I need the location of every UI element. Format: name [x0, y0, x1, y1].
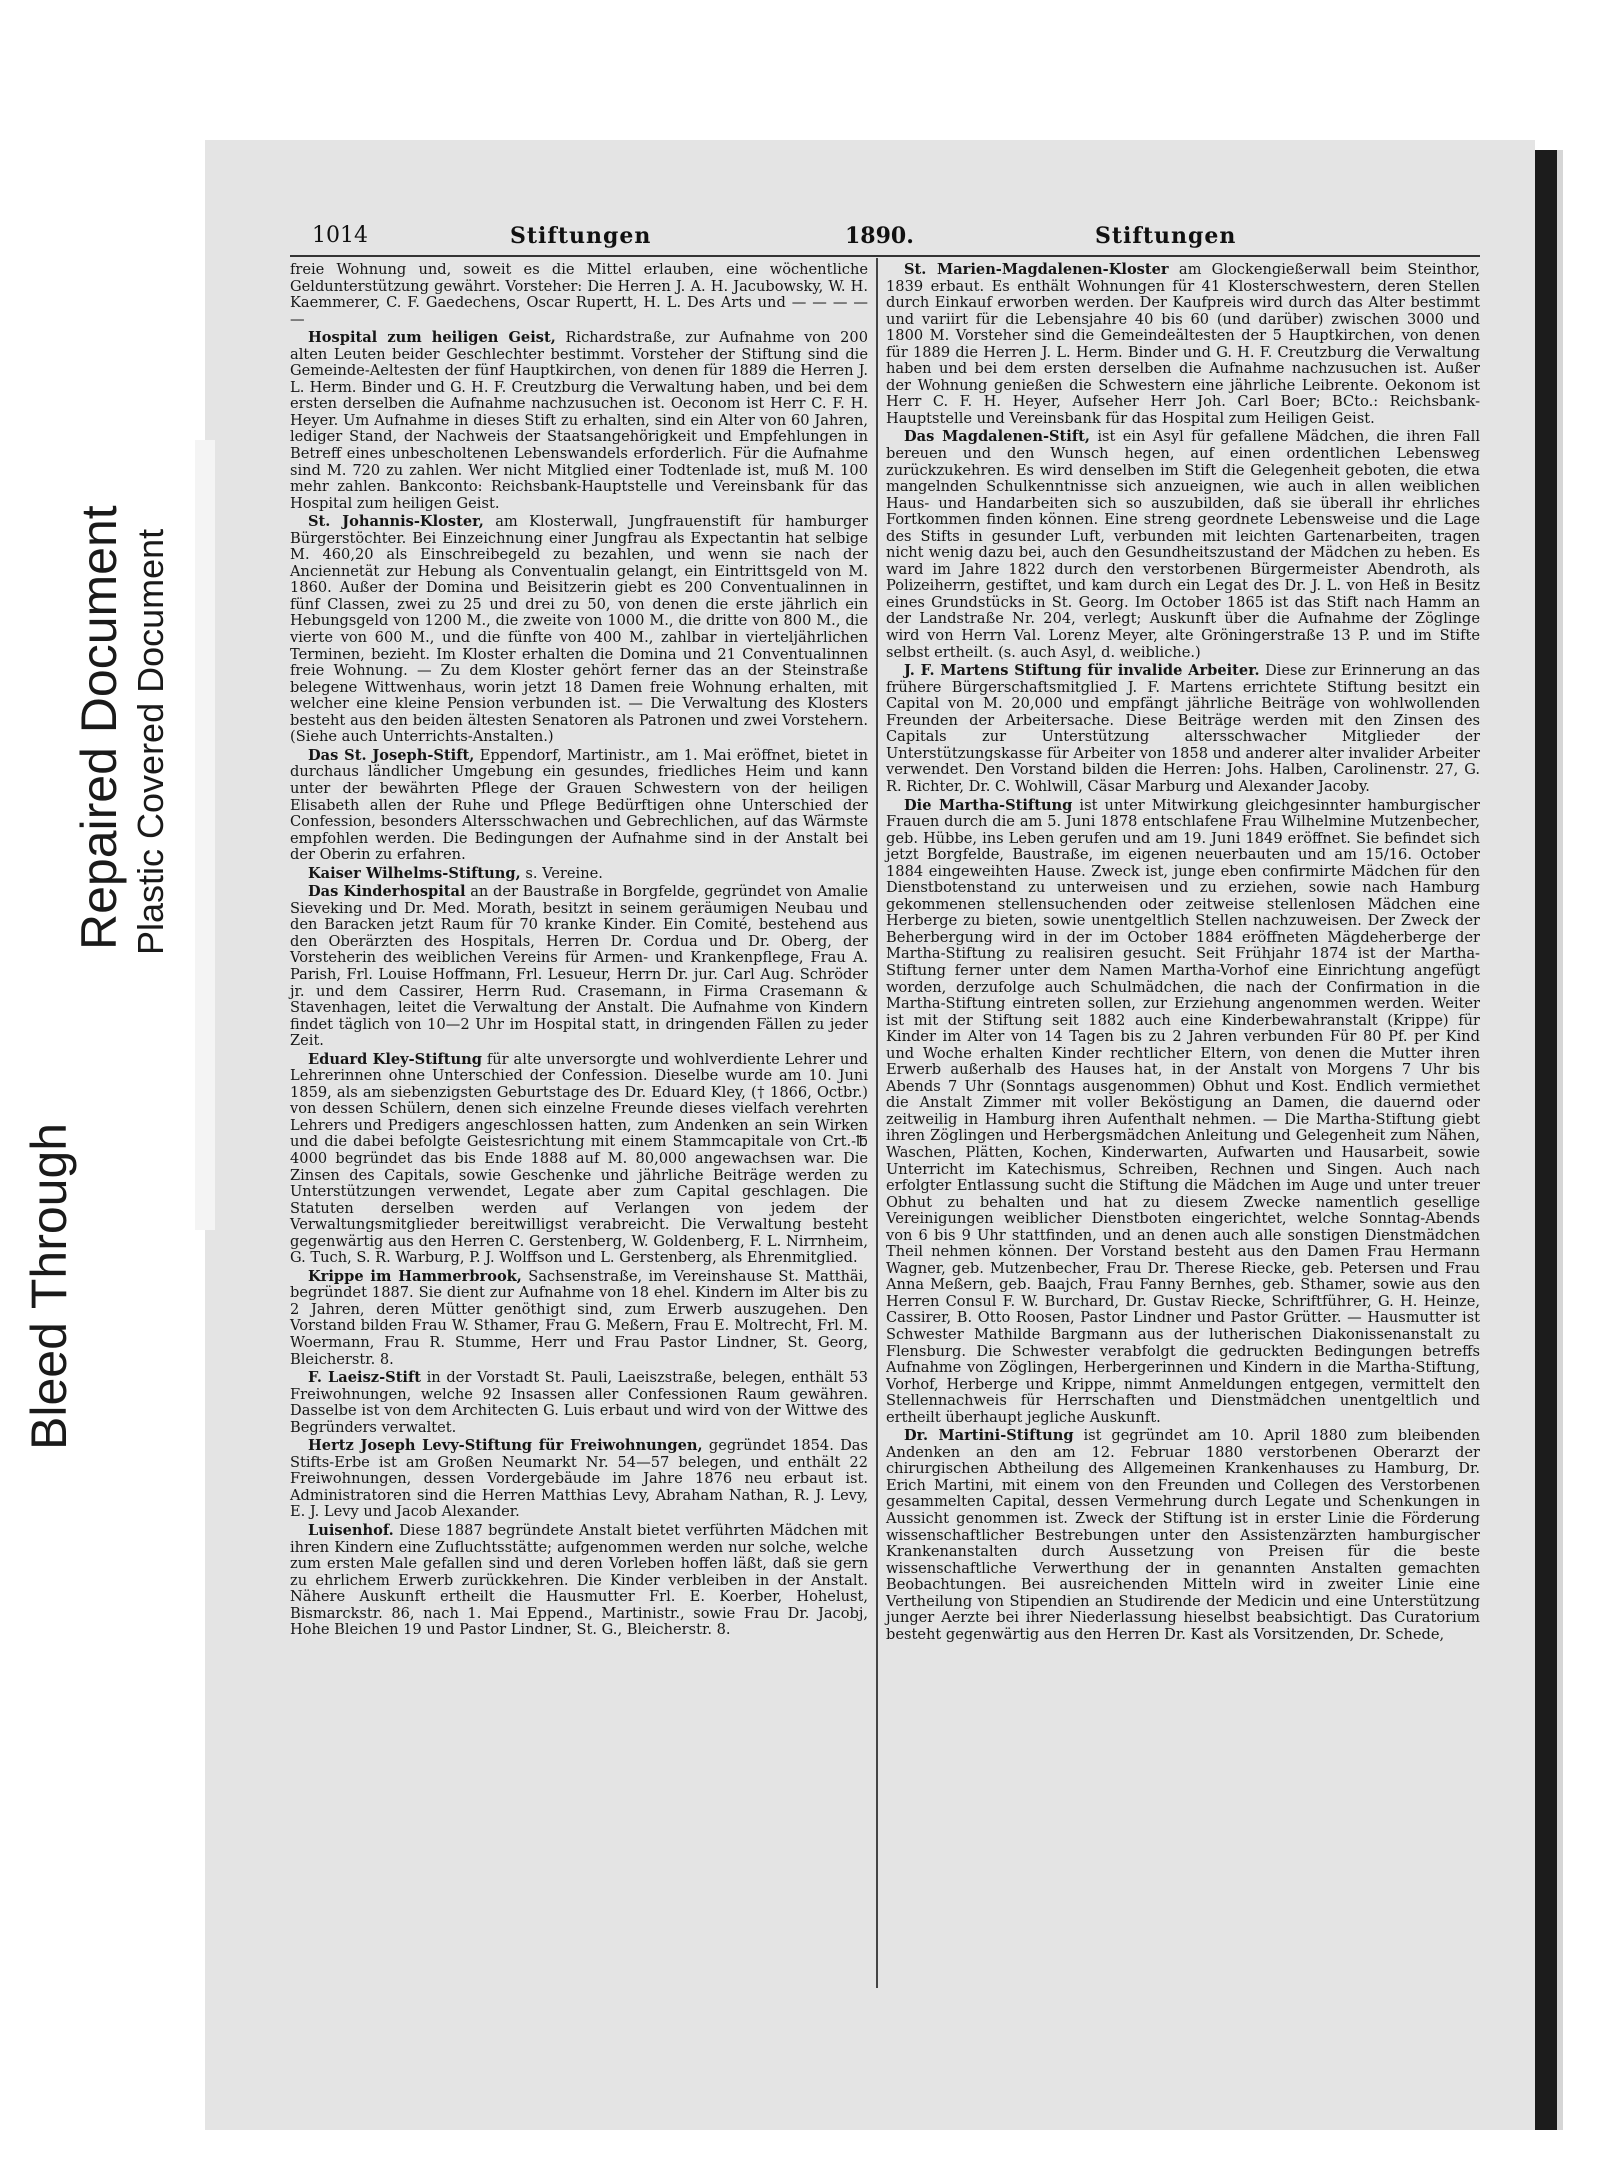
stiftung-entry: [290, 884, 868, 1049]
stiftung-entry: [290, 514, 868, 746]
entry-body: Sachsenstraße, im Vereinshause St. Matthäi, begründet 1887. Sie dient zur Aufnahme von 18 ehel. Kindern im Alter bis zu 2 Jahren, deren Mütter genöthigt sind, zum Erwerb auszugehen. Den Vorstand bilden Frau W. Sthamer, Frau G. Meßern, Frau E. Moltrecht, Frl. M. Woermann, Frau R. Stumme, Herr und Frau Pastor Lindner, St. Georg, Bleicherstr. 8.: [290, 1267, 868, 1368]
entry-title: F. Laeisz-Stift: [308, 1369, 421, 1387]
entry-body: gegründet 1854. Das Stifts-Erbe ist am Großen Neumarkt Nr. 54—57 belegen, und enthält 22 Freiwohnungen, dessen Vordergebäude im Jahre 1876 neu erbaut ist. Administratoren sind die Herren Matthias Levy, Abraham Nathan, R. J. Levy, E. J. Levy und Jacob Alexander.: [290, 1437, 868, 1521]
stiftung-entry: [290, 1269, 868, 1368]
plastic-covered-label: Plastic Covered Document: [130, 528, 171, 955]
entry-title: Hospital zum heiligen Geist,: [308, 329, 556, 347]
stiftung-entry: [290, 1438, 868, 1521]
left-column: [290, 262, 868, 1641]
bleed-through-label: Bleed Through: [21, 1122, 77, 1450]
entry-title: Das Magdalenen-Stift,: [904, 428, 1090, 446]
entry-body: Eppendorf, Martinistr., am 1. Mai eröffnet, bietet in durchaus ländlicher Umgebung ein gesundes, friedliches Heim und kann unter der bewährten Pflege der Grauen Schwestern von der heiligen Elisabeth allen der Ruhe und Pflege Bedürftigen ohne Unterschied der Confession, besonders Altersschwachen und Gebrechlichen, auf das Wärmste empfohlen werden. Die Bedingungen der Aufnahme sind in der Anstalt bei der Oberin zu erfahren.: [290, 746, 868, 864]
page-edge: [1557, 150, 1563, 2130]
entry-title: Kaiser Wilhelms-Stiftung,: [308, 864, 521, 882]
right-column: [886, 262, 1480, 1645]
entry-body: für alte unversorgte und wohlverdiente Lehrer und Lehrerinnen ohne Unterschied der Confession. Dieselbe wurde am 10. Juni 1859, als am siebenzigsten Geburtstage des Dr. Eduard Kley, († 1866, Octbr.) von dessen Schülern, denen sich einzelne Freunde dieses vielfach verehrten Lehrers und Predigers angeschlossen hatten, zum Andenken an sein Wirken und die dabei befolgte Geistesrichtung mit einem Stammcapitale von Crt.-℔ 4000 begründet das bis Ende 1888 auf M. 80,000 angewachsen war. Die Zinsen des Capitals, sowie Geschenke und jährliche Beiträge werden zu Unterstützungen verwendet, Legate aber zum Capital geschlagen. Die Statuten derselben werden auf Verlangen von jedem der Verwaltungsmitglieder bereitwilligst verabreicht. Die Verwaltung besteht gegenwärtig aus den Herren C. Gerstenberg, W. Goldenberg, F. L. Nirrnheim, G. Tuch, S. R. Warburg, P. J. Wolffson und L. Gerstenberg, als Ehrenmitglied.: [290, 1050, 869, 1267]
stiftung-entry: [290, 1523, 868, 1639]
running-year: 1890.: [845, 223, 914, 249]
stiftung-entry: [886, 798, 1480, 1427]
page-number: 1014: [312, 223, 368, 248]
entry-title: St. Marien-Magdalenen-Kloster: [904, 261, 1169, 278]
stiftung-entry: [886, 663, 1480, 795]
entry-body: Diese zur Erinnerung an das frühere Bürgerschaftsmitglied J. F. Martens errichtete Stiftung besitzt ein Capital von M. 20,000 und empfängt jährliche Beiträge von wohlwollenden Freunden der Arbeitersache. Diese Beiträge werden mit den Zinsen des Capitals zur Unterstützung altersschwacher Mitglieder der Unterstützungskasse für Arbeiter von 1858 und anderer alter invalider Arbeiter verwendet. Den Vorstand bilden die Herren: Johs. Halben, Carolinenstr. 27, G. R. Richter, Dr. C. Wohlwill, Cäsar Marburg und Alexander Jacoby.: [886, 662, 1481, 795]
entry-title: J. F. Martens Stiftung für invalide Arbeiter.: [904, 662, 1260, 680]
entry-title: Dr. Martini-Stiftung: [904, 1427, 1074, 1445]
entry-title: Die Martha-Stiftung: [904, 796, 1073, 814]
column-divider: [876, 258, 878, 1988]
entry-body: ist ein Asyl für gefallene Mädchen, die ihren Fall bereuen und den Wunsch hegen, auf einen ordentlichen Lebensweg zurückzukehren. Es wird denselben im Stift die Gelegenheit geboten, die etwa mangelnden Schulkenntnisse sich anzueignen, wie auch in allen weiblichen Haus- und Handarbeiten sich so auszubilden, daß sie überall ihr ehrliches Fortkommen finden können. Eine streng geordnete Lebensweise und die Lage des Stifts in gesunder Luft, verbunden mit leichten Gartenarbeiten, tragen nicht wenig dazu bei, auch den Gesundheitszustand der Mädchen zu heben. Es ward im Jahre 1822 durch den verstorbenen Bürgermeister Abendroth, als Polizeiherrn, gestiftet, und kam durch ein Legat des Dr. J. L. von Heß in Besitz eines Grundstücks in St. Georg. Im October 1865 ist das Stift nach Hamm an der Landstraße Nr. 204, verlegt; Auskunft über die Aufnahme der Zöglinge wird von Herrn Val. Lorenz Meyer, alte Gröningerstraße 13 P. und im Stifte selbst ertheilt. (s. auch Asyl, d. weibliche.): [886, 428, 1480, 661]
entry-body: an der Baustraße in Borgfelde, gegründet von Amalie Sieveking und Dr. Med. Morath, besitzt in seinem geräumigen Neubau und den Baracken jetzt Raum für 70 kranke Kinder. Ein Comité, bestehend aus den Oberärzten des Hospitals, Herren Dr. Cordua und Dr. Oberg, der Vorsteherin des weiblichen Vereins für Armen- und Krankenpflege, Frau A. Parish, Frl. Louise Hoffmann, Frl. Lesueur, Herrn Dr. jur. Carl Aug. Schröder jr. und dem Cassirer, Herrn Rud. Crasemann, in Firma Crasemann & Stavenhagen, leitet die Verwaltung der Anstalt. Die Aufnahme von Kindern findet täglich von 10—2 Uhr im Hospital statt, in dringenden Fällen zu jeder Zeit.: [290, 883, 869, 1050]
entry-title: Das St. Joseph-Stift,: [308, 746, 475, 764]
entry-title: Das Kinderhospital: [308, 883, 466, 901]
entry-body: ist gegründet am 10. April 1880 zum bleibenden Andenken an den am 12. Februar 1880 verstorbenen Oberarzt der chirurgischen Abtheilung des Allgemeinen Krankenhauses zu Hamburg, Dr. Erich Martini, mit einem von den Freunden und Collegen des Verstorbenen gesammelten Capital, dessen Vermehrung durch Legate und Schenkungen in Aussicht genommen ist. Zweck der Stiftung ist in erster Linie die Förderung wissenschaftlicher Bestrebungen unter den Assistenzärzten hamburgischer Krankenanstalten durch Aussetzung von Preisen für die beste wissenschaftliche Verwerthung der in genannten Anstalten gemachten Beobachtungen. Bei ausreichenden Mitteln wird in zweiter Linie eine Vertheilung von Stipendien an Studirende der Medicin und eine Unterstützung junger Aerzte bei ihrer Niederlassung hieselbst beabsichtigt. Das Curatorium besteht gegenwärtig aus den Herren Dr. Kast als Vorsitzenden, Dr. Schede,: [886, 1427, 1481, 1643]
entry-body: am Glockengießerwall beim Steinthor, 1839 erbaut. Es enthält Wohnungen für 41 Klosterschwestern, deren Stellen durch Einkauf erworben werden. Der Kaufpreis wird durch das Alter bestimmt und variirt für die Lebensjahre 40 bis 60 (und darüber) zwischen 3000 und 1800 M. Vorsteher sind die Gemeindeältesten der 5 Hauptkirchen, von denen für 1889 die Herren J. L. Herm. Binder und G. H. F. Creutzburg die Verwaltung haben und bei dem ersten derselben die Aufnahme nachzusuchen ist. Außer der Wohnung genießen die Schwestern eine jährliche Leibrente. Oekonom ist Herr C. F. H. Heyer, Aufseher Herr Joh. Carl Boer; BCto.: Reichsbank-Hauptstelle und Vereinsbank für das Hospital zum Heiligen Geist.: [886, 261, 1481, 427]
entry-body: s. Vereine.: [525, 864, 603, 882]
stiftung-entry: [290, 1370, 868, 1436]
stiftung-entry: [290, 330, 868, 512]
entry-body: ist unter Mitwirkung gleichgesinnter hamburgischer Frauen durch die am 5. Juni 1878 entschlafene Frau Wilhelmine Mutzenbecher, geb. Hübbe, ins Leben gerufen und am 19. Juni 1849 eröffnet. Sie befindet sich jetzt Borgfelde, Baustraße, im eigenen neuerbauten und am 15/16. October 1884 eingeweihten Hause. Zweck ist, junge eben confirmirte Mädchen für den Dienstbotenstand zu unterweisen und zu erziehen, sowie nach Hamburg gekommenen stellensuchenden oder zeitweise stellenlosen Mädchen eine Herberge zu bieten, sowie unentgeltlich Stellen nachzuweisen. Der Zweck der Beherbergung wird in der im October 1884 eröffneten Mägdeherberge der Martha-Stiftung zu realisiren gesucht. Seit Frühjahr 1874 ist der Martha-Stiftung ferner unter dem Namen Martha-Vorhof eine Einrichtung angefügt worden, derzufolge auch Schulmädchen, die nach der Confirmation in die Martha-Stiftung eintreten sollen, zur Erziehung angenommen werden. Weiter ist mit der Stiftung seit 1882 auch eine Kinderbewahranstalt (Krippe) für Kinder im Alter von 14 Tagen bis zu 2 Jahren verbunden Für 80 Pf. per Kind und Woche erhalten Kinder rechtlicher Eltern, von denen die Mutter ihren Erwerb außerhalb des Hauses hat, in der Anstalt von Morgens 7 Uhr bis Abends 7 Uhr (Sonntags ausgenommen) Obhut und Kost. Endlich vermiethet die Anstalt Zimmer mit voller Beköstigung an Damen, die dauernd oder zeitweilig in Hamburg ihren Aufenthalt nehmen. — Die Martha-Stiftung giebt ihren Zöglingen und Herbergsmädchen Anleitung und Gelegenheit zum Nähen, Waschen, Plätten, Kochen, Kinderwarten, Aufwarten und Hausarbeit, sowie Unterricht im Katechismus, Schreiben, Rechnen und Singen. Auch nach erfolgter Entlassung sucht die Stiftung die Mädchen im Auge und unter treuer Obhut zu behalten und hat zu diesem Zwecke namentlich gesellige Vereinigungen weiblicher Dienstboten eingerichtet, welche Sonntag-Abends von 6 bis 9 Uhr stattfinden, und an denen auch alle sonstigen Dienstmädchen Theil nehmen können. Der Vorstand besteht aus den Damen Frau Hermann Wagner, geb. Mutzenbecher, Frau Dr. Therese Riecke, geb. Petersen und Frau Anna Meßern, geb. Baajch, Frau Fanny Bernhes, geb. Sthamer, sowie aus den Herren Consul F. W. Burchard, Dr. Gustav Riecke, Schriftführer, G. H. Heinze, Cassirer, B. Otto Roosen, Pastor Lindner und Pastor Grütter. — Hausmutter ist Schwester Mathilde Bargmann aus der lutherischen Diakonissenanstalt zu Flensburg. Die Schwester verabfolgt die gedruckten Bedingungen betreffs Aufnahme von Zöglingen, Herbergerinnen und Kindern in die Martha-Stiftung, Vorhof, Herberge und Krippe, nimmt Anmeldungen entgegen, vermittelt den Stellennachweis für Herrschaften und Dienstmädchen unentgeltlich und ertheilt überhaupt jegliche Auskunft.: [886, 796, 1480, 1426]
running-title-right: Stiftungen: [1095, 223, 1237, 249]
stiftung-entry: [290, 1052, 868, 1267]
stiftung-entry: [290, 866, 868, 883]
entry-body: Diese 1887 begründete Anstalt bietet verführten Mädchen mit ihren Kindern eine Zufluchtsstätte; aufgenommen werden nur solche, welche zum ersten Male gefallen sind und deren Vorleben hoffen läßt, daß sie gern zu ehrlichem Erwerb zurückkehren. Die Kinder verbleiben in der Anstalt. Nähere Auskunft ertheilt die Hausmutter Frl. E. Koerber, Hohelust, Bismarckstr. 86, nach 1. Mai Eppend., Martinistr., sowie Frau Dr. Jacobj, Hohe Bleichen 19 und Pastor Lindner, St. G., Bleicherstr. 8.: [290, 1522, 868, 1639]
entry-body: freie Wohnung und, soweit es die Mittel erlauben, eine wöchentliche Geldunterstützung gewährt. Vorsteher: Die Herren J. A. H. Jacubowsky, W. H. Kaemmerer, C. F. Gaedechens, Oscar Rupertt, H. L. Des Arts und — — — — —: [290, 261, 868, 328]
page-edge-shadow: [1535, 150, 1557, 2130]
entry-body: in der Vorstadt St. Pauli, Laeiszstraße, belegen, enthält 53 Freiwohnungen, welche 92 Insassen aller Confessionen Raum gewähren. Dasselbe ist von dem Architecten G. Luis erbaut und wird von der Wittwe des Begründers verwaltet.: [290, 1369, 868, 1436]
page-tab-strip: [195, 440, 215, 1230]
running-title-left: Stiftungen: [510, 223, 652, 249]
stiftung-entry: [886, 262, 1480, 427]
stiftung-entry: [886, 429, 1480, 661]
stiftung-entry: [886, 1428, 1480, 1643]
entry-body: am Klosterwall, Jungfrauenstift für hamburger Bürgerstöchter. Bei Einzeichnung einer Jungfrau als Expectantin hat selbige M. 460,20 als Einschreibegeld zu bezahlen, und wenn sie nach der Anciennetät zur Hebung als Conventualin gelangt, ein Eintrittsgeld von M. 1860. Außer der Domina und Beisitzerin giebt es 200 Conventualinnen in fünf Classen, zwei zu 25 und drei zu 50, von denen die erste jährlich ein Hebungsgeld von 1200 M., die zweite von 1000 M., die dritte von 800 M., die vierte von 600 M., und die fünfte von 400 M., zahlbar in vierteljährlichen Terminen, bezieht. Im Kloster erhalten die Domina und 21 Conventualinnen freie Wohnung. — Zu dem Kloster gehört ferner das an der Steinstraße belegene Wittwenhaus, worin jetzt 18 Damen freie Wohnung erhalten, mit welcher eine kleine Pension verbunden ist. — Die Verwaltung des Klosters besteht aus den beiden ältesten Senatoren als Patronen und zwei Vorstehern. (Siehe auch Unterrichts-Anstalten.): [290, 513, 868, 746]
entry-body: Richardstraße, zur Aufnahme von 200 alten Leuten beider Geschlechter bestimmt. Vorsteher der Stiftung sind die Gemeinde-Aeltesten der fünf Hauptkirchen, von denen für 1889 die Herren J. L. Herm. Binder und G. H. F. Creutzburg die Verwaltung haben, und bei dem ersten derselben die Aufnahme nachzusuchen ist. Oeconom ist Herr C. F. H. Heyer. Um Aufnahme in dieses Stift zu erhalten, sind ein Alter von 60 Jahren, lediger Stand, der Nachweis der Staatsangehörigkeit und Empfehlungen in Betreff eines unbescholtenen Lebenswandels erforderlich. Für die Aufnahme sind M. 720 zu zahlen. Wer nicht Mitglied einer Todtenlade ist, muß M. 100 mehr zahlen. Bankconto: Reichsbank-Hauptstelle und Vereinsbank für das Hospital zum heiligen Geist.: [290, 329, 868, 512]
entry-title: Krippe im Hammerbrook,: [308, 1267, 522, 1285]
entry-title: Hertz Joseph Levy-Stiftung für Freiwohnungen,: [308, 1437, 703, 1455]
header-rule: [290, 255, 1480, 257]
repaired-document-label: Repaired Document: [71, 505, 127, 950]
entry-title: Eduard Kley-Stiftung: [308, 1050, 482, 1068]
stiftung-entry: [290, 748, 868, 864]
entry-title: St. Johannis-Kloster,: [308, 513, 484, 531]
entry-title: Luisenhof.: [308, 1522, 394, 1540]
stiftung-entry: [290, 262, 868, 328]
